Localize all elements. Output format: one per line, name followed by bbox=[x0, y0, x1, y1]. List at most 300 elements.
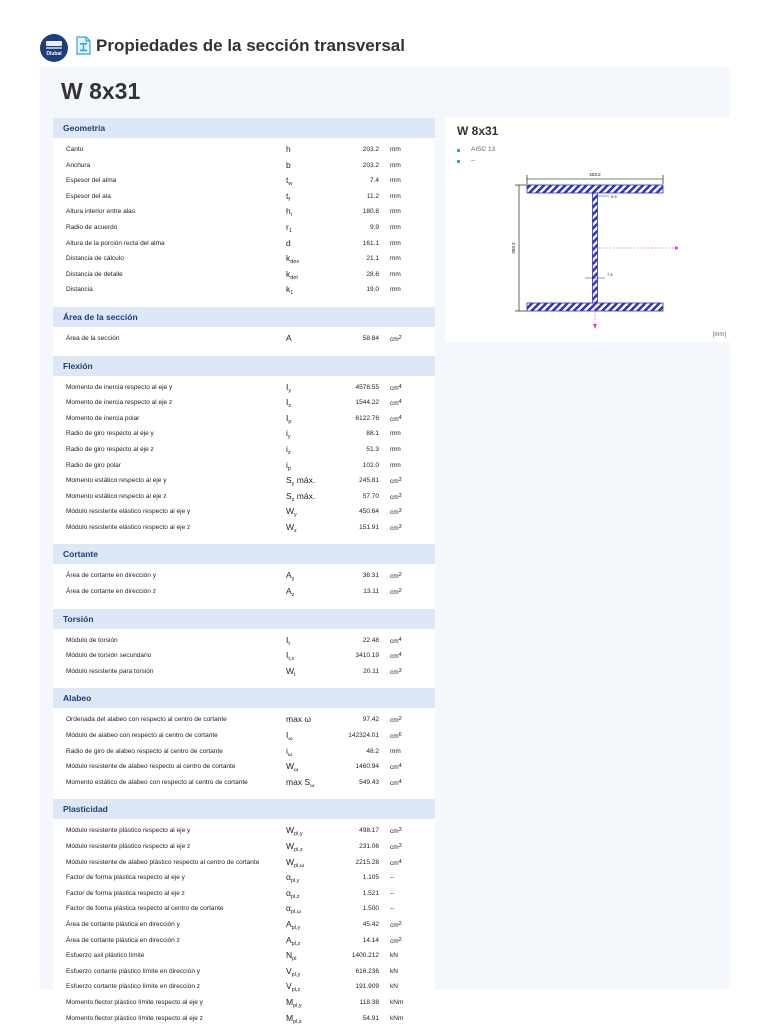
property-label: Radio de giro respecto al eje z bbox=[66, 445, 154, 453]
property-label: Radio de giro de alabeo respecto al centro de cortante bbox=[66, 747, 223, 755]
property-value: 28.6 bbox=[366, 270, 379, 278]
property-row bbox=[53, 204, 435, 220]
property-label: Módulo resistente para torsión bbox=[66, 667, 154, 675]
property-unit bbox=[390, 633, 402, 650]
property-label: Factor de forma plástica respecto al eje y bbox=[66, 874, 185, 882]
section-body bbox=[53, 564, 435, 608]
section-body bbox=[53, 708, 435, 799]
property-value: 1400.212 bbox=[351, 952, 379, 960]
property-value: 450.64 bbox=[359, 508, 379, 516]
property-unit bbox=[390, 948, 398, 964]
symbol-base: A bbox=[286, 934, 292, 945]
symbol-subscript: pl,y bbox=[290, 878, 300, 885]
symbol-base: I bbox=[286, 412, 289, 423]
property-value: 51.3 bbox=[366, 445, 379, 453]
unit-base: cm bbox=[390, 415, 399, 423]
property-label: Factor de forma plástica respecto al centro de cortante bbox=[66, 905, 224, 913]
bullet-icon bbox=[457, 160, 460, 163]
property-unit bbox=[390, 933, 402, 950]
unit-base: cm bbox=[390, 733, 399, 741]
property-row bbox=[53, 901, 435, 917]
property-value: 45.42 bbox=[362, 920, 379, 928]
property-value: 498.17 bbox=[359, 827, 379, 835]
symbol-subscript: 1 bbox=[288, 227, 292, 234]
property-unit bbox=[390, 964, 398, 980]
property-symbol bbox=[286, 712, 311, 728]
section-body bbox=[53, 629, 435, 689]
symbol-subscript: ω bbox=[294, 767, 299, 774]
unit-base: cm bbox=[390, 653, 399, 661]
property-label: Área de cortante en dirección z bbox=[66, 588, 156, 596]
property-unit bbox=[390, 823, 402, 840]
property-value: 20.11 bbox=[363, 667, 379, 675]
property-row bbox=[53, 489, 435, 505]
property-row bbox=[53, 220, 435, 236]
property-label: Área de cortante plástica en dirección z bbox=[66, 936, 180, 944]
property-symbol bbox=[286, 158, 291, 174]
symbol-subscript: pl,y bbox=[294, 831, 303, 838]
property-unit bbox=[390, 282, 401, 298]
property-symbol bbox=[286, 584, 294, 604]
unit-base: mm bbox=[390, 208, 401, 216]
property-symbol bbox=[286, 664, 296, 684]
figure-note: -- bbox=[471, 157, 476, 164]
section-header: Plasticidad bbox=[53, 799, 435, 819]
property-unit bbox=[390, 251, 401, 267]
property-row bbox=[53, 839, 435, 855]
unit-base: kN bbox=[390, 983, 398, 991]
unit-base: mm bbox=[390, 270, 401, 278]
property-label: Esfuerzo cortante plástico límite en dirección y bbox=[66, 967, 201, 975]
property-label: Espesor del alma bbox=[66, 177, 117, 185]
property-value: 1.105 bbox=[362, 874, 379, 882]
property-unit bbox=[390, 855, 402, 872]
property-unit bbox=[390, 917, 402, 934]
unit-base: mm bbox=[390, 430, 401, 438]
symbol-subscript: y bbox=[288, 387, 292, 394]
property-label: Momento estático respecto al eje y bbox=[66, 477, 167, 485]
property-value: 9.9 bbox=[369, 223, 379, 231]
property-value: 13.11 bbox=[363, 588, 379, 596]
property-unit bbox=[390, 504, 402, 521]
property-row bbox=[53, 158, 435, 174]
symbol-base: S bbox=[286, 490, 292, 501]
unit-base: cm bbox=[390, 478, 399, 486]
unit-exponent: 2 bbox=[398, 920, 402, 927]
unit-base: cm bbox=[390, 400, 399, 408]
symbol-base: A bbox=[286, 332, 292, 343]
property-unit bbox=[390, 995, 403, 1011]
symbol-subscript: pl,z bbox=[293, 1018, 302, 1025]
unit-base: mm bbox=[390, 146, 401, 153]
unit-base: mm bbox=[390, 747, 401, 755]
property-unit bbox=[390, 426, 401, 442]
property-row bbox=[53, 473, 435, 489]
symbol-base: max ω bbox=[286, 714, 312, 725]
symbol-base: V bbox=[286, 965, 292, 976]
symbol-base: M bbox=[286, 996, 294, 1007]
unit-base: cm bbox=[390, 828, 399, 836]
section-header: Flexión bbox=[53, 356, 435, 376]
symbol-subscript: y bbox=[287, 434, 291, 441]
property-label: Altura interior entre alas bbox=[66, 208, 136, 216]
property-row bbox=[53, 823, 435, 839]
property-row bbox=[53, 933, 435, 949]
unit-base: cm bbox=[390, 384, 399, 392]
property-row bbox=[53, 520, 435, 536]
unit-base: cm bbox=[390, 937, 399, 945]
symbol-suffix: máx. bbox=[294, 490, 316, 501]
property-unit bbox=[390, 759, 402, 776]
page-title: Propiedades de la sección transversal bbox=[96, 36, 405, 55]
property-unit bbox=[390, 870, 394, 886]
property-label: Anchura bbox=[66, 161, 91, 169]
unit-exponent: 2 bbox=[398, 572, 402, 579]
property-symbol bbox=[286, 142, 291, 158]
symbol-base: N bbox=[286, 950, 293, 961]
property-label: Radio de acuerdo bbox=[66, 223, 118, 231]
symbol-base: I bbox=[286, 730, 289, 741]
bullet-icon bbox=[457, 149, 460, 152]
property-row bbox=[53, 267, 435, 283]
property-value: 7.4 bbox=[369, 177, 379, 185]
width-dimension-label: 203.2 bbox=[589, 172, 601, 177]
property-value: 48.2 bbox=[366, 747, 379, 755]
symbol-subscript: pl,y bbox=[293, 1002, 302, 1009]
symbol-base: α bbox=[286, 903, 291, 914]
symbol-base: d bbox=[286, 237, 291, 248]
property-row bbox=[53, 584, 435, 600]
section-header: Alabeo bbox=[53, 688, 435, 708]
property-label: Altura de la porción recta del alma bbox=[66, 239, 165, 247]
property-unit bbox=[390, 744, 401, 760]
unit-exponent: 2 bbox=[398, 588, 402, 595]
symbol-subscript: z bbox=[287, 449, 291, 456]
property-unit bbox=[390, 380, 402, 397]
property-unit bbox=[390, 520, 402, 537]
symbol-base: h bbox=[286, 206, 291, 217]
unit-base: cm bbox=[390, 717, 399, 725]
property-row bbox=[53, 664, 435, 680]
property-value: 203.2 bbox=[362, 161, 379, 169]
symbol-subscript: des bbox=[290, 259, 300, 266]
property-row bbox=[53, 855, 435, 871]
property-label: Módulo resistente plástico respecto al eje z bbox=[66, 843, 191, 850]
unit-exponent: 3 bbox=[398, 843, 402, 849]
property-row bbox=[53, 759, 435, 775]
property-value: 97.42 bbox=[362, 716, 379, 724]
section-body bbox=[53, 376, 435, 545]
property-value: 231.06 bbox=[359, 843, 379, 850]
property-unit bbox=[390, 979, 398, 995]
property-unit bbox=[390, 775, 402, 792]
symbol-base: I bbox=[286, 650, 289, 661]
symbol-base: k bbox=[286, 253, 291, 264]
unit-base: cm bbox=[390, 493, 399, 501]
cross-section-document-icon bbox=[74, 34, 94, 56]
property-unit bbox=[390, 189, 401, 205]
unit-base: cm bbox=[390, 573, 399, 581]
symbol-base: i bbox=[286, 459, 288, 470]
unit-base: -- bbox=[390, 905, 395, 913]
property-unit bbox=[390, 442, 401, 458]
property-value: 1.500 bbox=[362, 905, 379, 913]
unit-base: mm bbox=[390, 255, 401, 263]
unit-base: mm bbox=[390, 461, 401, 469]
unit-base: cm bbox=[390, 589, 399, 597]
symbol-subscript: t bbox=[288, 640, 290, 647]
property-unit bbox=[390, 886, 394, 902]
symbol-base: α bbox=[286, 887, 291, 898]
property-label: Ordenada del alabeo con respecto al centro de cortante bbox=[66, 716, 227, 724]
property-symbol bbox=[286, 236, 291, 252]
property-value: 21.1 bbox=[366, 255, 379, 263]
property-row bbox=[53, 458, 435, 474]
unit-exponent: 3 bbox=[398, 492, 402, 499]
property-value: 102.0 bbox=[362, 461, 379, 469]
section-body bbox=[53, 819, 435, 1035]
property-label: Factor de forma plástica respecto al eje z bbox=[66, 889, 185, 897]
symbol-subscript: ω bbox=[310, 782, 315, 789]
unit-base: cm bbox=[390, 844, 399, 851]
unit-base: cm bbox=[390, 335, 399, 343]
symbol-base: k bbox=[286, 284, 291, 295]
property-value: 191.909 bbox=[355, 983, 379, 991]
web-thickness-label: 7.4 bbox=[607, 272, 613, 277]
symbol-base: W bbox=[286, 761, 295, 772]
property-value: 549.43 bbox=[359, 778, 379, 786]
property-label: Momento estático de alabeo con respecto al centro de cortante bbox=[66, 778, 248, 786]
section-header: Torsión bbox=[53, 609, 435, 629]
property-value: 2215.28 bbox=[355, 858, 379, 866]
property-label: Módulo resistente elástico respecto al eje z bbox=[66, 523, 191, 531]
symbol-base: W bbox=[286, 521, 295, 532]
property-row bbox=[53, 411, 435, 427]
property-unit bbox=[390, 901, 394, 917]
unit-exponent: 3 bbox=[398, 477, 402, 484]
symbol-subscript: pl,ω bbox=[290, 909, 302, 916]
property-unit bbox=[390, 142, 401, 158]
page-header bbox=[40, 32, 740, 64]
property-row bbox=[53, 251, 435, 267]
figure-standard: AISC 13 bbox=[471, 146, 496, 153]
property-label: Módulo resistente elástico respecto al eje y bbox=[66, 508, 191, 516]
unit-exponent: 4 bbox=[398, 383, 402, 390]
symbol-base: i bbox=[286, 428, 288, 439]
symbol-base: I bbox=[286, 397, 289, 408]
property-label: Módulo de alabeo con respecto al centro de cortante bbox=[66, 732, 218, 740]
symbol-base: S bbox=[286, 475, 292, 486]
property-value: 118.38 bbox=[359, 998, 379, 1006]
unit-base: mm bbox=[390, 161, 401, 169]
property-value: 14.14 bbox=[362, 936, 379, 944]
property-label: Esfuerzo cortante plástico límite en dirección z bbox=[66, 983, 201, 991]
symbol-base: t bbox=[286, 175, 289, 186]
unit-exponent: 2 bbox=[398, 936, 402, 943]
property-value: 161.1 bbox=[362, 239, 379, 247]
symbol-subscript: t bbox=[294, 671, 296, 678]
symbol-subscript: y bbox=[291, 481, 295, 488]
symbol-subscript: y bbox=[294, 512, 297, 519]
property-row bbox=[53, 995, 435, 1011]
symbol-base: α bbox=[286, 872, 291, 883]
property-unit bbox=[390, 173, 401, 189]
unit-base: cm bbox=[390, 668, 399, 676]
property-unit bbox=[390, 712, 402, 729]
unit-base: mm bbox=[390, 286, 401, 294]
symbol-subscript: pl,y bbox=[291, 971, 301, 978]
property-symbol bbox=[286, 282, 293, 302]
property-value: 58.84 bbox=[362, 334, 379, 342]
property-row bbox=[53, 395, 435, 411]
property-value: 245.81 bbox=[359, 477, 379, 485]
symbol-subscript: det bbox=[290, 274, 298, 281]
symbol-suffix: máx. bbox=[294, 475, 316, 486]
section-figure-panel bbox=[445, 118, 730, 342]
property-label: Momento estático respecto al eje z bbox=[66, 492, 167, 500]
property-unit bbox=[390, 648, 402, 665]
property-unit bbox=[390, 411, 402, 428]
property-unit bbox=[390, 267, 401, 283]
height-dimension-label: 203.2 bbox=[511, 242, 516, 254]
figure-title: W 8x31 bbox=[457, 124, 499, 138]
property-unit bbox=[390, 728, 402, 745]
property-value: 3410.19 bbox=[355, 652, 379, 660]
top-flange bbox=[527, 185, 663, 193]
unit-base: mm bbox=[390, 445, 401, 453]
unit-base: kN bbox=[390, 967, 398, 975]
symbol-subscript: p bbox=[287, 465, 291, 472]
symbol-base: max S bbox=[286, 776, 311, 787]
property-value: 57.70 bbox=[362, 492, 379, 500]
property-label: Momento de inercia respecto al eje y bbox=[66, 383, 173, 391]
symbol-subscript: i bbox=[290, 212, 292, 219]
property-label: Módulo resistente plástico respecto al eje y bbox=[66, 827, 191, 835]
property-row bbox=[53, 568, 435, 584]
symbol-subscript: t,s bbox=[288, 656, 295, 663]
property-unit bbox=[390, 568, 402, 585]
property-row bbox=[53, 633, 435, 649]
property-value: 54.91 bbox=[362, 1014, 379, 1022]
symbol-base: V bbox=[286, 981, 292, 992]
property-label: Canto bbox=[66, 146, 84, 153]
property-label: Momento de inercia polar bbox=[66, 414, 140, 422]
unit-base: kNm bbox=[390, 1014, 404, 1022]
symbol-base: i bbox=[286, 443, 288, 454]
property-value: 19.0 bbox=[366, 286, 379, 294]
property-label: Radio de giro respecto al eje y bbox=[66, 430, 154, 438]
unit-exponent: 4 bbox=[398, 652, 402, 659]
property-label: Espesor del ala bbox=[66, 192, 111, 200]
section-body bbox=[53, 327, 435, 356]
symbol-subscript: pl,y bbox=[291, 924, 301, 931]
unit-base: kNm bbox=[390, 998, 404, 1006]
symbol-subscript: w bbox=[288, 181, 293, 188]
symbol-subscript: pl,z bbox=[291, 987, 301, 994]
property-value: 4578.55 bbox=[355, 383, 379, 391]
symbol-subscript: 1 bbox=[290, 290, 294, 297]
unit-base: cm bbox=[390, 921, 399, 929]
symbol-subscript: p bbox=[288, 418, 292, 425]
symbol-subscript: z bbox=[294, 527, 297, 534]
symbol-subscript: pl,z bbox=[294, 847, 303, 853]
property-value: 151.91 bbox=[359, 523, 379, 531]
property-symbol bbox=[286, 331, 292, 347]
unit-base: mm bbox=[390, 223, 401, 231]
property-row bbox=[53, 380, 435, 396]
section-name: W 8x31 bbox=[61, 78, 141, 104]
property-label: Momento flector plástico límite respecto al eje y bbox=[66, 998, 203, 1006]
unit-exponent: 4 bbox=[398, 778, 402, 785]
symbol-base: A bbox=[286, 570, 292, 581]
property-row bbox=[53, 775, 435, 791]
units-label: [mm] bbox=[712, 332, 726, 338]
symbol-base: W bbox=[286, 825, 295, 836]
unit-exponent: 4 bbox=[398, 636, 402, 643]
property-value: 142324.01 bbox=[348, 732, 379, 740]
property-value: 1460.94 bbox=[355, 763, 379, 771]
unit-exponent: 4 bbox=[398, 858, 402, 865]
symbol-subscript: ω bbox=[287, 751, 293, 758]
property-symbol bbox=[286, 1011, 302, 1031]
unit-exponent: 2 bbox=[398, 716, 402, 723]
unit-base: cm bbox=[390, 509, 399, 517]
symbol-base: A bbox=[286, 586, 292, 597]
property-row bbox=[53, 236, 435, 252]
property-label: Distancia de cálculo bbox=[66, 255, 124, 263]
property-unit bbox=[390, 158, 401, 174]
property-value: 616.236 bbox=[355, 967, 379, 975]
symbol-base: r bbox=[286, 221, 289, 232]
radius-label: 9.9 bbox=[611, 194, 617, 199]
symbol-base: i bbox=[286, 745, 288, 756]
property-row bbox=[53, 948, 435, 964]
unit-exponent: 3 bbox=[398, 667, 402, 674]
property-row bbox=[53, 189, 435, 205]
property-label: Módulo de torsión bbox=[66, 636, 118, 644]
property-value: 88.1 bbox=[366, 430, 379, 438]
property-row bbox=[53, 142, 435, 158]
unit-base: mm bbox=[390, 177, 401, 185]
unit-exponent: 4 bbox=[398, 399, 402, 406]
property-value: 22.48 bbox=[362, 636, 379, 644]
property-row bbox=[53, 917, 435, 933]
property-unit bbox=[390, 489, 402, 506]
property-unit bbox=[390, 236, 401, 252]
property-symbol bbox=[286, 520, 297, 540]
symbol-base: W bbox=[286, 856, 295, 867]
symbol-base: t bbox=[286, 190, 289, 201]
unit-exponent: 4 bbox=[398, 414, 402, 421]
property-row bbox=[53, 331, 435, 347]
property-label: Módulo de torsión secundario bbox=[66, 652, 152, 660]
section-header: Cortante bbox=[53, 544, 435, 564]
section-body bbox=[53, 138, 435, 307]
unit-base: cm bbox=[390, 779, 399, 787]
symbol-base: I bbox=[286, 634, 289, 645]
property-unit bbox=[390, 395, 402, 412]
property-value: 11.2 bbox=[366, 192, 379, 200]
symbol-subscript: pl,z bbox=[290, 893, 300, 900]
property-row bbox=[53, 282, 435, 298]
property-unit bbox=[390, 458, 401, 474]
unit-exponent: 3 bbox=[398, 523, 402, 530]
content-panel bbox=[40, 66, 730, 1025]
property-label: Área de cortante en dirección y bbox=[66, 572, 156, 580]
property-value: 36.31 bbox=[362, 572, 379, 580]
i-section-drawing bbox=[505, 166, 725, 331]
symbol-subscript: ω bbox=[288, 736, 293, 743]
